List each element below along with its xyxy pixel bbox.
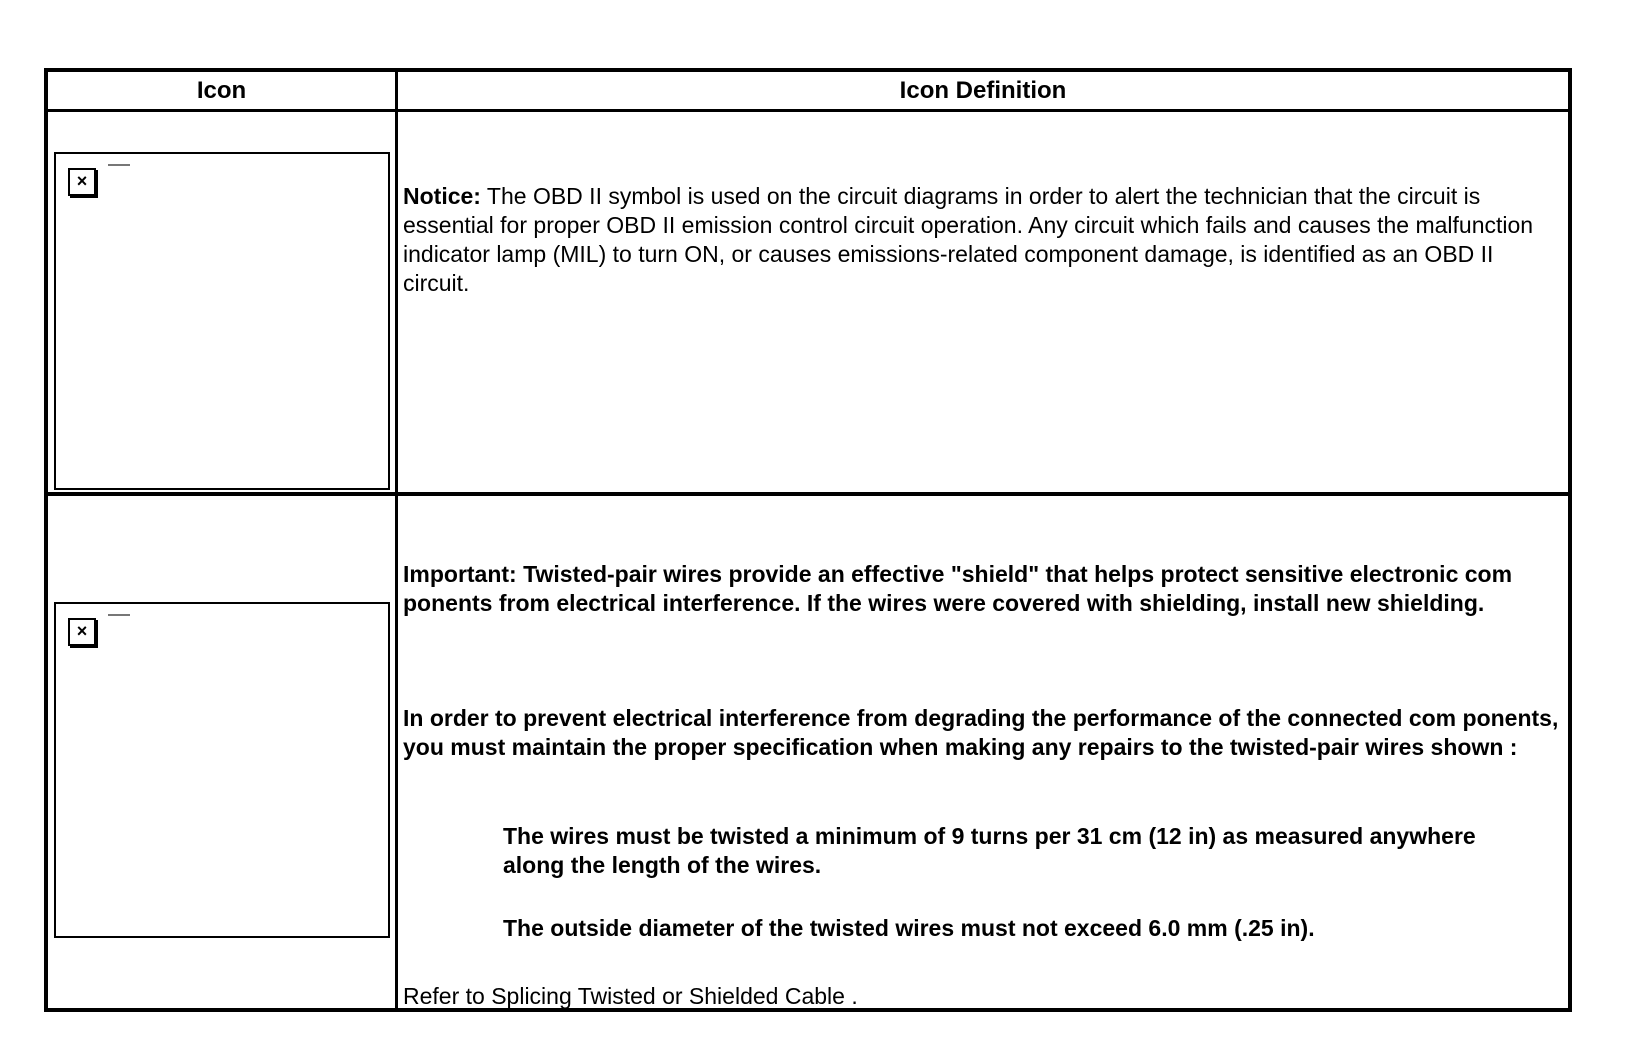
- image-placeholder-mark: [108, 614, 130, 616]
- obd-icon-frame: [54, 152, 390, 490]
- diameter-spec: The outside diameter of the twisted wires must not exceed 6.0 mm (.25 in).: [503, 915, 1315, 941]
- header-icon: Icon: [196, 77, 247, 104]
- notice-text: The OBD II symbol is used on the circuit diagrams in order to alert the technician that the circuit is essential for proper OBD II emission control circuit operation. Any circuit which fails and causes the malfunction indicator lamp (MIL) to turn ON, or causes emissions-related component damage, is identified as an OBD II circuit.: [403, 183, 1534, 296]
- notice-paragraph: [403, 182, 1563, 298]
- column-divider: [395, 72, 398, 1008]
- twisted-pair-icon-frame: [54, 602, 390, 938]
- icon-definition-table: [44, 68, 1572, 1012]
- header-divider: [48, 109, 1568, 112]
- notice-label: Notice:: [403, 183, 481, 209]
- broken-image-icon: ×: [68, 168, 96, 196]
- header-icon-definition: Icon Definition: [899, 77, 1067, 104]
- prevent-paragraph: In order to prevent electrical interference from degrading the performance of the connected com ponents, you must maintain the proper specification when making any repairs to the twisted-pair wires shown :: [403, 705, 1559, 760]
- image-placeholder-mark: [108, 164, 130, 166]
- broken-image-icon: ×: [68, 618, 96, 646]
- twist-spec: The wires must be twisted a minimum of 9 turns per 31 cm (12 in) as measured anywhere along the length of the wires.: [503, 823, 1476, 878]
- refer-link-text: Refer to Splicing Twisted or Shielded Cable .: [403, 983, 858, 1009]
- important-paragraph: Important: Twisted-pair wires provide an effective "shield" that helps protect sensitive electronic com ponents from electrical interference. If the wires were covered with shielding, install new shielding.: [403, 561, 1513, 616]
- row-divider: [48, 492, 1568, 496]
